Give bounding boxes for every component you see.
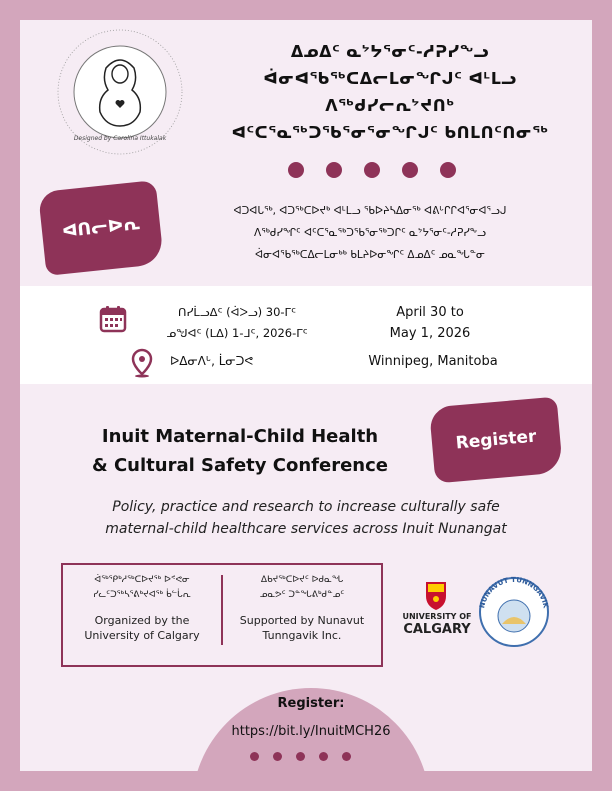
info-syllabics-line: ᐱᖅᑯᓯᖏᑦ ᐊᑦᑕᕐᓇᖅᑐᖃᕐᓂᖅᑐᒋᑦ ᓇᔾᔭᕐᓂᑦ-ᓱᕈᓯᖕᓗ (254, 227, 486, 239)
supported-syllabics-line: ᐃᑲᔪᖅᑕᐅᔪᑦ ᐅᑯᓇᖓ (260, 575, 344, 585)
dot (342, 752, 351, 761)
organized-english (67, 613, 217, 643)
organized-english-line: Organized by the (94, 614, 190, 627)
organizers-box (61, 563, 383, 667)
supported-syllabics-line: ᓄᓇᕗᑦ ᑐᓐᖓᕕᒃᑯᓐᓄᑦ (259, 590, 345, 600)
calendar-icon (98, 304, 128, 334)
date-syllabics-line: ᑎᓯᒫᓗᐃᑦ (ᐋᐳᓗ) 30-ᒥᑦ (178, 305, 296, 319)
conference-subtitle (60, 496, 552, 540)
dot (288, 162, 304, 178)
title-syllabics-line: ᐊᑦᑕᕐᓇᖅᑐᖃᕐᓂᕐᓂᖏᒍᑦ ᑲᑎᒪᑎᑦᑎᓂᖅ (231, 123, 549, 142)
map-pin-icon (130, 348, 154, 378)
language-badge-label: ᐊᑎᓕᐅᕆ (61, 213, 141, 243)
dot (319, 752, 328, 761)
event-location-english: Winnipeg, Manitoba (368, 354, 498, 369)
date-english-line: May 1, 2026 (389, 326, 471, 341)
event-location-syllabics: ᐅᐃᓂᐱᒡ, ᒫᓂᑐᕙ (170, 354, 254, 368)
register-label: Register: (277, 696, 345, 711)
dot (326, 162, 342, 178)
organized-syllabics-line: ᓯᓚᑦᑐᖅᓴᕐᕕᒃᔪᐊᖅ ᑳᓪᒑᕆ (93, 590, 191, 600)
organized-syllabics (67, 573, 217, 603)
logo-caption: Designed by Carolina Ittukalak (73, 135, 167, 142)
title-syllabics (220, 38, 560, 146)
language-badge (38, 180, 164, 276)
organized-by-column (67, 573, 217, 643)
nt-logo-text: NUNAVUT TUNNGAVIK (478, 575, 550, 609)
event-date-english (360, 302, 500, 344)
conference-title-line: & Cultural Safety Conference (92, 455, 388, 476)
dot (273, 752, 282, 761)
university-of-calgary-crest-icon (406, 580, 466, 612)
supported-english-line: Supported by Nunavut (239, 614, 365, 627)
uc-logo-line2: CALGARY (403, 622, 471, 637)
decorative-dots-bottom (250, 752, 351, 761)
supported-english (227, 613, 377, 643)
register-button-label: Register (454, 426, 538, 454)
conference-title (50, 422, 430, 480)
organized-syllabics-line: ᐋᖅᕿᒃᓱᖅᑕᐅᔪᖅ ᐅᕝᕙᓂ (94, 575, 190, 585)
supported-syllabics (227, 573, 377, 603)
organizers-divider (221, 575, 223, 645)
supported-english-line: Tunngavik Inc. (262, 629, 342, 642)
subtitle-line: Policy, practice and research to increase culturally safe (112, 499, 500, 515)
supported-by-column (227, 573, 377, 643)
dot (440, 162, 456, 178)
decorative-dots-top (288, 162, 456, 178)
register-button[interactable] (429, 397, 563, 484)
dot (402, 162, 418, 178)
conference-title-line: Inuit Maternal-Child Health (101, 426, 379, 447)
register-link[interactable]: https://bit.ly/InuitMCH26 (231, 724, 391, 739)
title-syllabics-line: ᐃᓄᐃᑦ ᓇᔾᔭᕐᓂᑦ-ᓱᕈᓯᖕᓗ (290, 42, 490, 61)
nunavut-tunngavik-logo (474, 572, 554, 652)
dot (364, 162, 380, 178)
title-syllabics-line: ᐋᓂᐊᖃᖅᑕᐃᓕᒪᓂᖏᒍᑦ ᐊᒻᒪᓗ (263, 69, 517, 88)
uc-logo-line1: UNIVERSITY OF (402, 612, 472, 621)
info-syllabics-line: ᐋᓂᐊᖃᖅᑕᐃᓕᒪᓂᒃᒃ ᑲᒪᔨᐅᓂᖏᑦ ᐃᓄᐃᑦ ᓄᓇᖓᓐᓂ (255, 249, 485, 261)
date-syllabics-line: ᓄᖑᐊᑦ (ᒪᐃ) 1-ᒧᑦ, 2026-ᒥᑦ (166, 326, 308, 340)
flyer-page (20, 20, 592, 771)
date-english-line: April 30 to (396, 305, 464, 320)
info-syllabics-line: ᐊᑐᐊᒐᖅ, ᐊᑐᖅᑕᐅᔪᒃ ᐊᒻᒪᓗ ᖃᐅᔨᓴᐃᓂᖅ ᐊᕕᒡᒋᒋᐊᕐᓂᐊᕐᓗᒍ (233, 205, 507, 217)
dot (250, 752, 259, 761)
info-syllabics (170, 200, 570, 266)
organized-english-line: University of Calgary (84, 629, 200, 642)
title-syllabics-line: ᐱᖅᑯᓯᓕᕆᔾᔪᑎᒃ (325, 96, 455, 115)
dot (296, 752, 305, 761)
mother-child-logo (56, 28, 184, 156)
subtitle-line: maternal-child healthcare services across Inuit Nunangat (105, 521, 507, 537)
event-date-syllabics (152, 302, 322, 344)
